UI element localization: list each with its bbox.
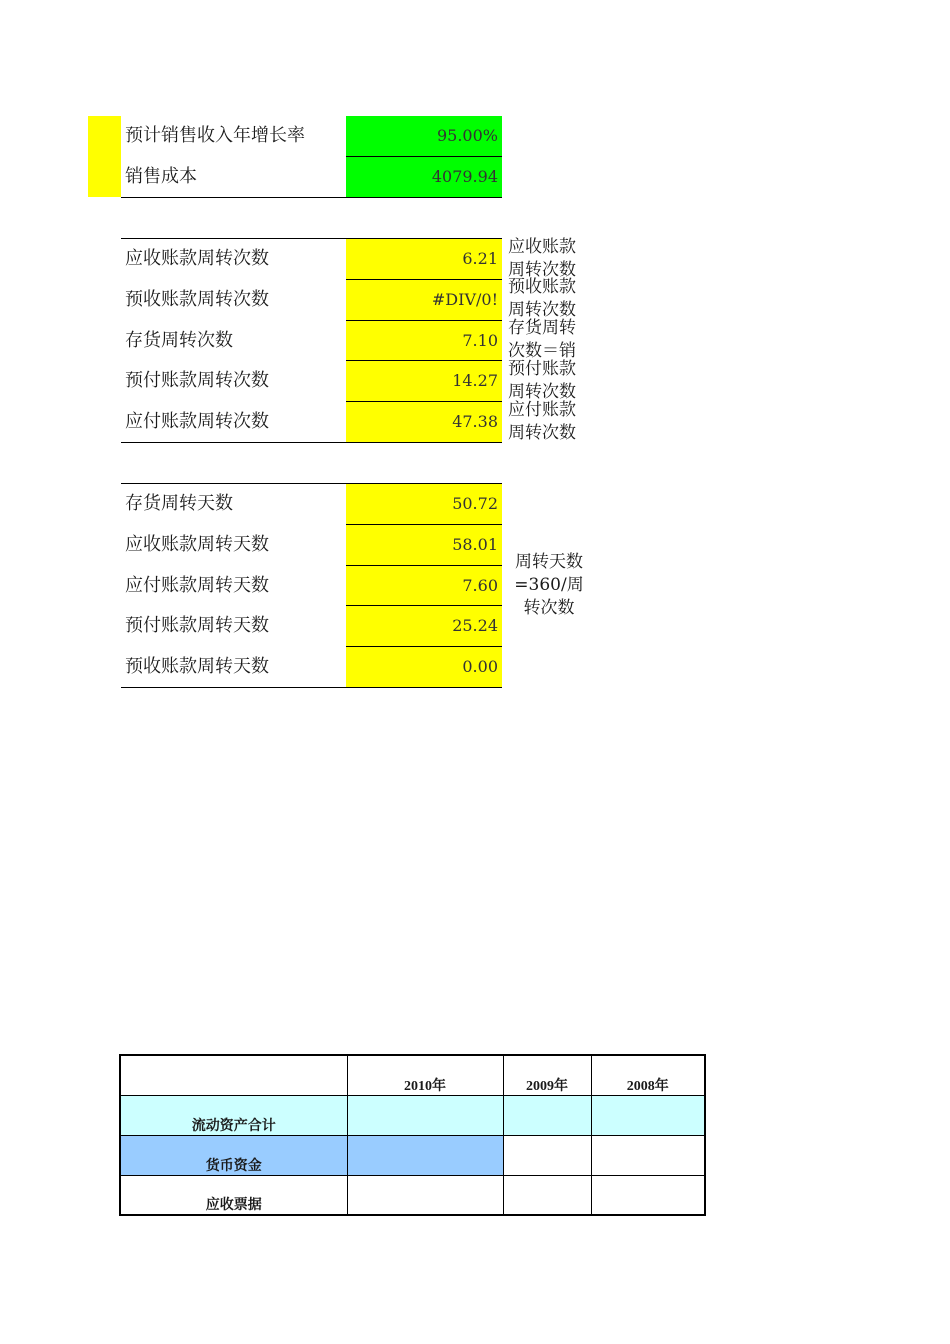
yellow-marker [88, 116, 121, 197]
ar-turnover-note: 应收账款 周转次数 [508, 237, 576, 280]
table-cell[interactable] [591, 1095, 705, 1135]
inventory-turnover-note: 存货周转 次数＝销 [508, 318, 576, 361]
table-cell[interactable] [347, 1135, 503, 1175]
prepayments-days-label: 预付账款周转天数 [125, 615, 269, 636]
advance-receipts-turnover-label: 预收账款周转次数 [125, 289, 269, 310]
inventory-turnover-value[interactable]: 7.10 [346, 321, 502, 361]
table-row [120, 1135, 705, 1175]
prepayments-days-value[interactable]: 25.24 [346, 606, 502, 646]
ap-days-value[interactable]: 7.60 [346, 566, 502, 606]
table-header-cell: 2008年 [591, 1055, 705, 1095]
cost-of-sales-label: 销售成本 [125, 166, 197, 187]
table-cell[interactable] [503, 1135, 591, 1175]
advance-receipts-turnover-value[interactable]: #DIV/0! [346, 280, 502, 320]
ar-turnover-label: 应收账款周转次数 [125, 248, 269, 269]
inventory-days-label: 存货周转天数 [125, 493, 233, 514]
turnover-days-note: 周转天数 =360/周 转次数 [514, 552, 584, 618]
row-label: 流动资产合计 [120, 1095, 347, 1135]
ap-turnover-value[interactable]: 47.38 [346, 402, 502, 442]
balance-sheet-table [119, 1054, 706, 1216]
table-header-cell [120, 1055, 347, 1095]
advance-receipts-days-label: 预收账款周转天数 [125, 656, 269, 677]
ap-turnover-label: 应付账款周转次数 [125, 411, 269, 432]
divider [121, 442, 502, 443]
table-cell[interactable] [591, 1135, 705, 1175]
prepayments-turnover-value[interactable]: 14.27 [346, 361, 502, 401]
prepayments-turnover-label: 预付账款周转次数 [125, 370, 269, 391]
row-label: 货币资金 [120, 1135, 347, 1175]
table-cell[interactable] [503, 1175, 591, 1215]
advance-receipts-days-value[interactable]: 0.00 [346, 647, 502, 687]
advance-receipts-turnover-note: 预收账款 周转次数 [508, 277, 576, 320]
ap-days-label: 应付账款周转天数 [125, 575, 269, 596]
table-header-row [120, 1055, 705, 1095]
divider [121, 687, 502, 688]
table-row [120, 1095, 705, 1135]
growth-rate-label: 预计销售收入年增长率 [125, 125, 305, 146]
prepayments-turnover-note: 预付账款 周转次数 [508, 359, 576, 402]
inventory-turnover-label: 存货周转次数 [125, 330, 233, 351]
table-cell[interactable] [503, 1095, 591, 1135]
cost-of-sales-value[interactable]: 4079.94 [346, 157, 502, 197]
table-cell[interactable] [347, 1175, 503, 1215]
row-label: 应收票据 [120, 1175, 347, 1215]
ap-turnover-note: 应付账款 周转次数 [508, 400, 576, 443]
table-cell[interactable] [347, 1095, 503, 1135]
ar-days-label: 应收账款周转天数 [125, 534, 269, 555]
inventory-days-value[interactable]: 50.72 [346, 484, 502, 524]
ar-days-value[interactable]: 58.01 [346, 525, 502, 565]
table-header-cell: 2010年 [347, 1055, 503, 1095]
table-cell[interactable] [591, 1175, 705, 1215]
table-header-cell: 2009年 [503, 1055, 591, 1095]
divider [121, 197, 502, 198]
ar-turnover-value[interactable]: 6.21 [346, 239, 502, 279]
growth-rate-value[interactable]: 95.00% [346, 116, 502, 156]
table-row [120, 1175, 705, 1215]
